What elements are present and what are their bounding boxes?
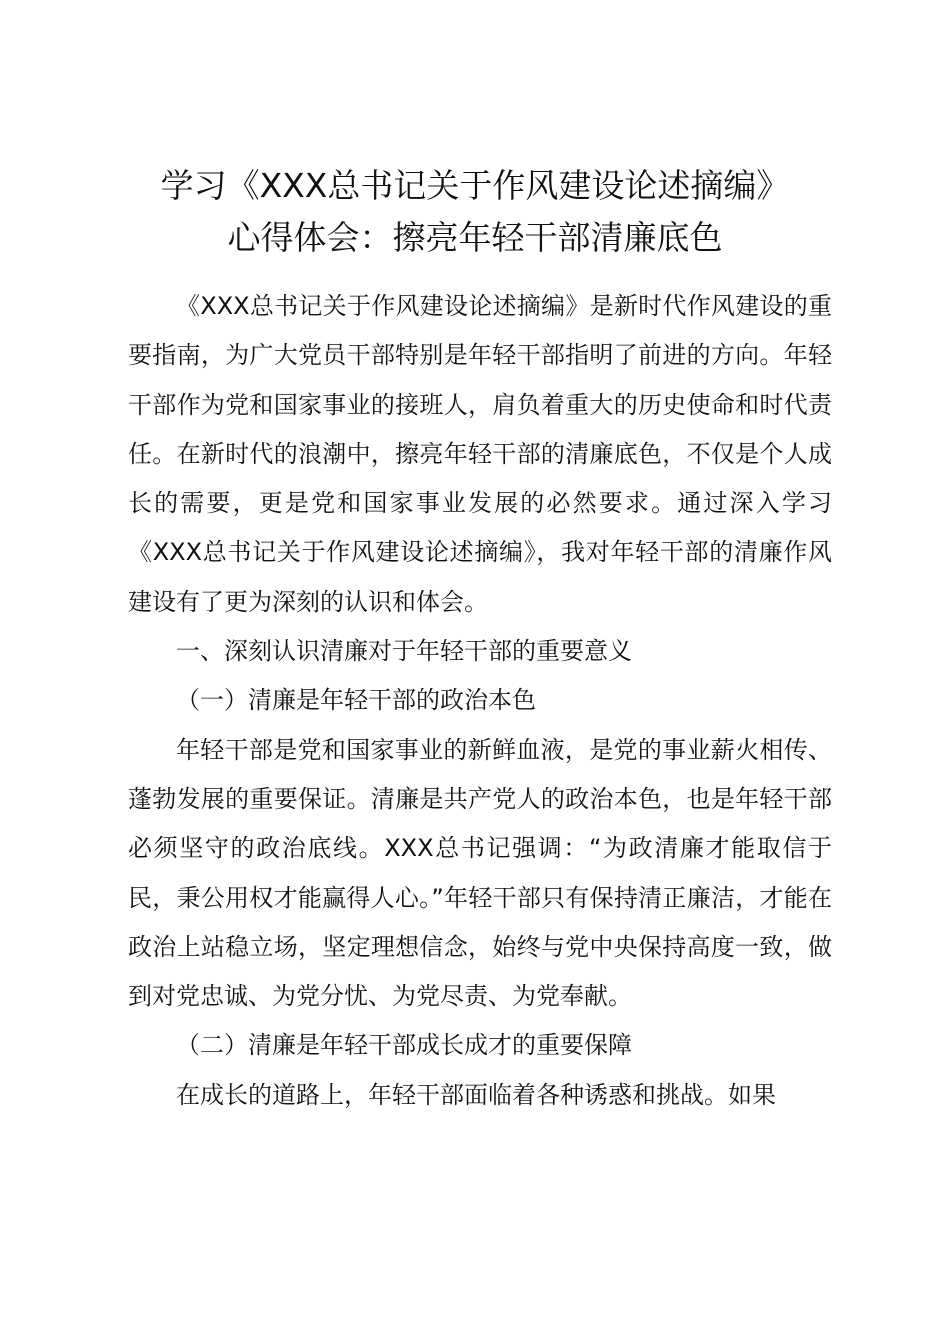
- subsection-1-heading: （一）清廉是年轻干部的政治本色: [176, 686, 536, 715]
- subsection-1-paragraph: 年轻干部是党和国家事业的新鲜血液，是党的事业薪火相传、蓬勃发展的重要保证。清廉是共产党人的政治本色，也是年轻干部必须坚守的政治底线。XXX总书记强调：“为政清廉才能取信于民，秉公用权才能赢得人心。”年轻干部只有保持清正廉洁，才能在政治上站稳立场，坚定理想信念，始终与党中央保持高度一致，做到对党忠诚、为党分忧、为党尽责、为党奉献。: [128, 735, 832, 1011]
- subsection-2-paragraph: 在成长的道路上，年轻干部面临着各种诱惑和挑战。如果: [176, 1080, 776, 1109]
- subsection-2-heading: （二）清廉是年轻干部成长成才的重要保障: [176, 1031, 632, 1060]
- document-body: [128, 282, 832, 1120]
- document-title-line-1: 学习《XXX总书记关于作风建设论述摘编》: [160, 166, 790, 205]
- intro-paragraph: 《XXX总书记关于作风建设论述摘编》是新时代作风建设的重要指南，为广大党员干部特别是年轻干部指明了前进的方向。年轻干部作为党和国家事业的接班人，肩负着重大的历史使命和时代责任。在新时代的浪潮中，擦亮年轻干部的清廉底色，不仅是个人成长的需要，更是党和国家事业发展的必然要求。通过深入学习《XXX总书记关于作风建设论述摘编》，我对年轻干部的清廉作风建设有了更为深刻的认识和体会。: [128, 292, 832, 616]
- document-title-line-2: 心得体会：擦亮年轻干部清廉底色: [227, 218, 723, 257]
- section-1-heading: 一、深刻认识清廉对于年轻干部的重要意义: [176, 637, 632, 666]
